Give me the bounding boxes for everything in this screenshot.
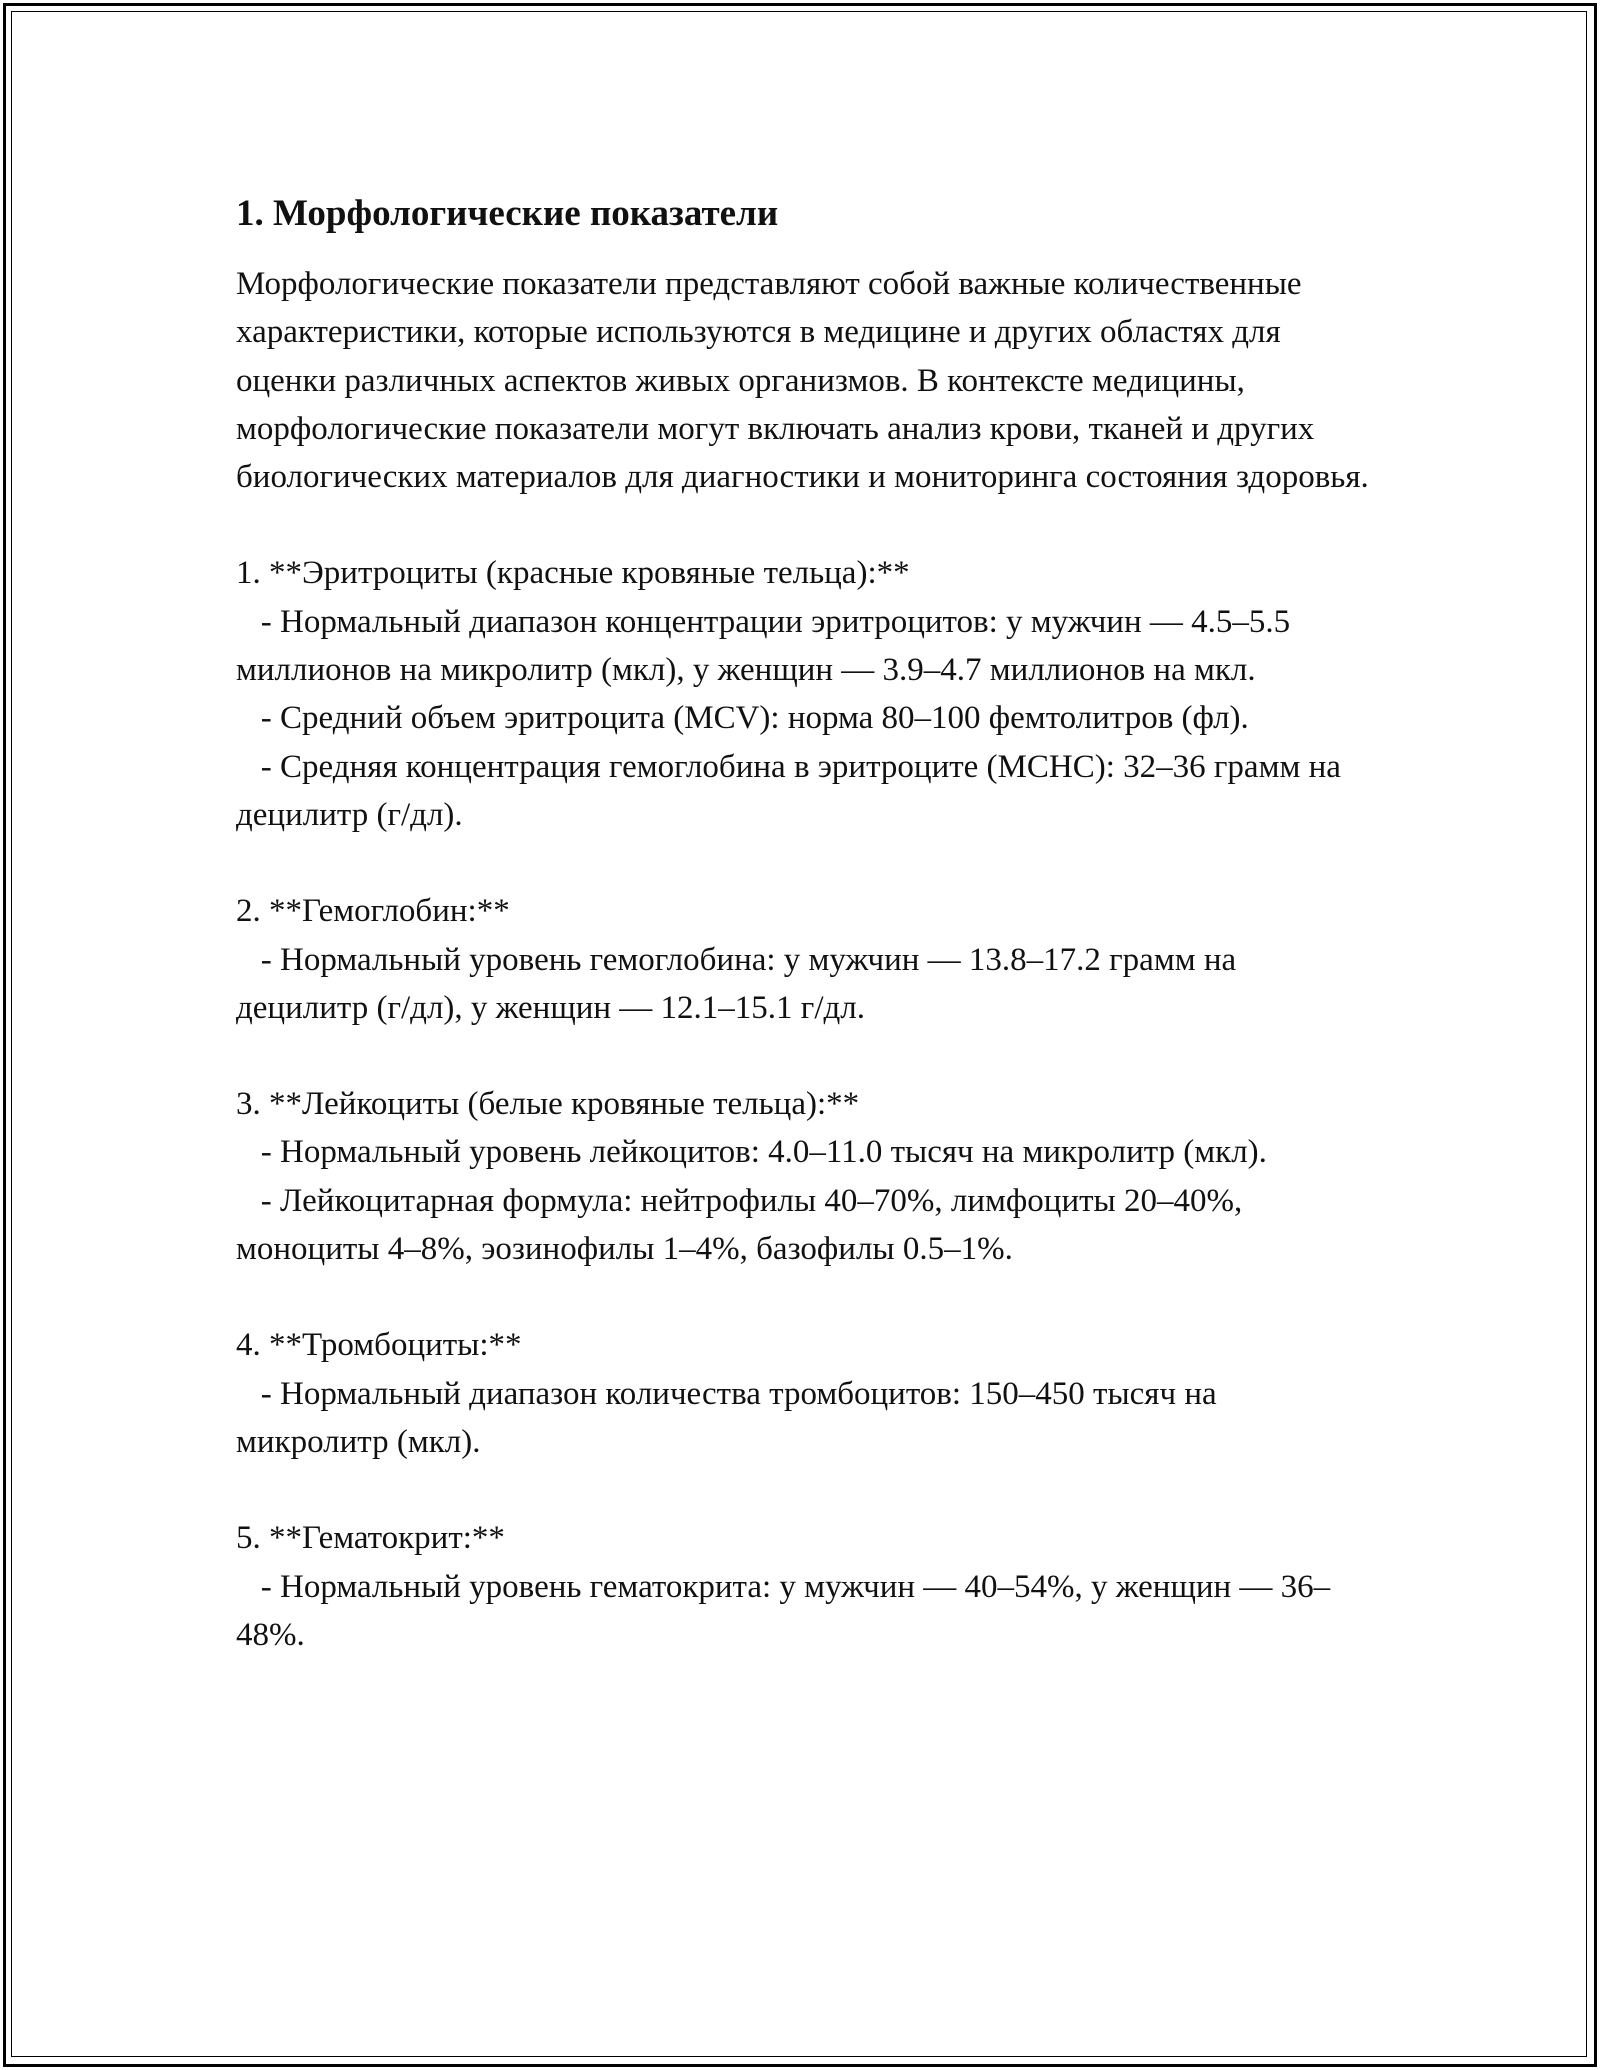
section-leukocytes [236,1080,1376,1273]
list-item: - Нормальный уровень гемоглобина: у мужчин — 13.8–17.2 грамм на децилитр (г/дл), у женщин — 12.1–15.1 г/дл. [236,941,1245,1026]
section-title: 5. **Гематокрит:** [236,1520,505,1557]
list-item: - Нормальный уровень лейкоцитов: 4.0–11.0 тысяч на микролитр (мкл). [236,1134,1267,1171]
section-heading: 1. Морфологические показатели [236,193,779,234]
list-item: - Нормальный уровень гематокрита: у мужчин — 40–54%, у женщин — 36–48%. [236,1568,1331,1653]
section-hematocrit [236,1514,1376,1659]
section-title: 3. **Лейкоциты (белые кровяные тельца):** [236,1086,860,1123]
section-title: 2. **Гемоглобин:** [236,893,510,930]
intro-paragraph: Морфологические показатели представляют собой важные количественные характеристики, которые используются в медицине и других областях для оценки различных аспектов живых организмов. В контексте медицины, морфологические показатели могут включать анализ крови, тканей и других биологических материалов для диагностики и мониторинга состояния здоровья. [236,266,1369,496]
section-hemoglobin [236,887,1376,1032]
list-item: - Средний объем эритроцита (MCV): норма 80–100 фемтолитров (фл). [236,700,1249,737]
list-item: - Лейкоцитарная формула: нейтрофилы 40–70%, лимфоциты 20–40%, моноциты 4–8%, эозинофилы 1–4%, базофилы 0.5–1%. [236,1182,1251,1268]
section-title: 1. **Эритроциты (красные кровяные тельца):** [236,555,910,592]
section-title: 4. **Тромбоциты:** [236,1327,522,1364]
list-item: - Нормальный диапазон концентрации эритроцитов: у мужчин — 4.5–5.5 миллионов на микролитр (мкл), у женщин — 3.9–4.7 миллионов на мкл. [236,603,1299,689]
list-item: - Нормальный диапазон количества тромбоцитов: 150–450 тысяч на микролитр (мкл). [236,1375,1225,1460]
section-platelets [236,1321,1376,1466]
list-item: - Средняя концентрация гемоглобина в эритроците (MCHC): 32–36 грамм на децилитр (г/дл). [236,748,1350,833]
section-erythrocytes [236,549,1376,839]
document-body [236,184,1376,1659]
